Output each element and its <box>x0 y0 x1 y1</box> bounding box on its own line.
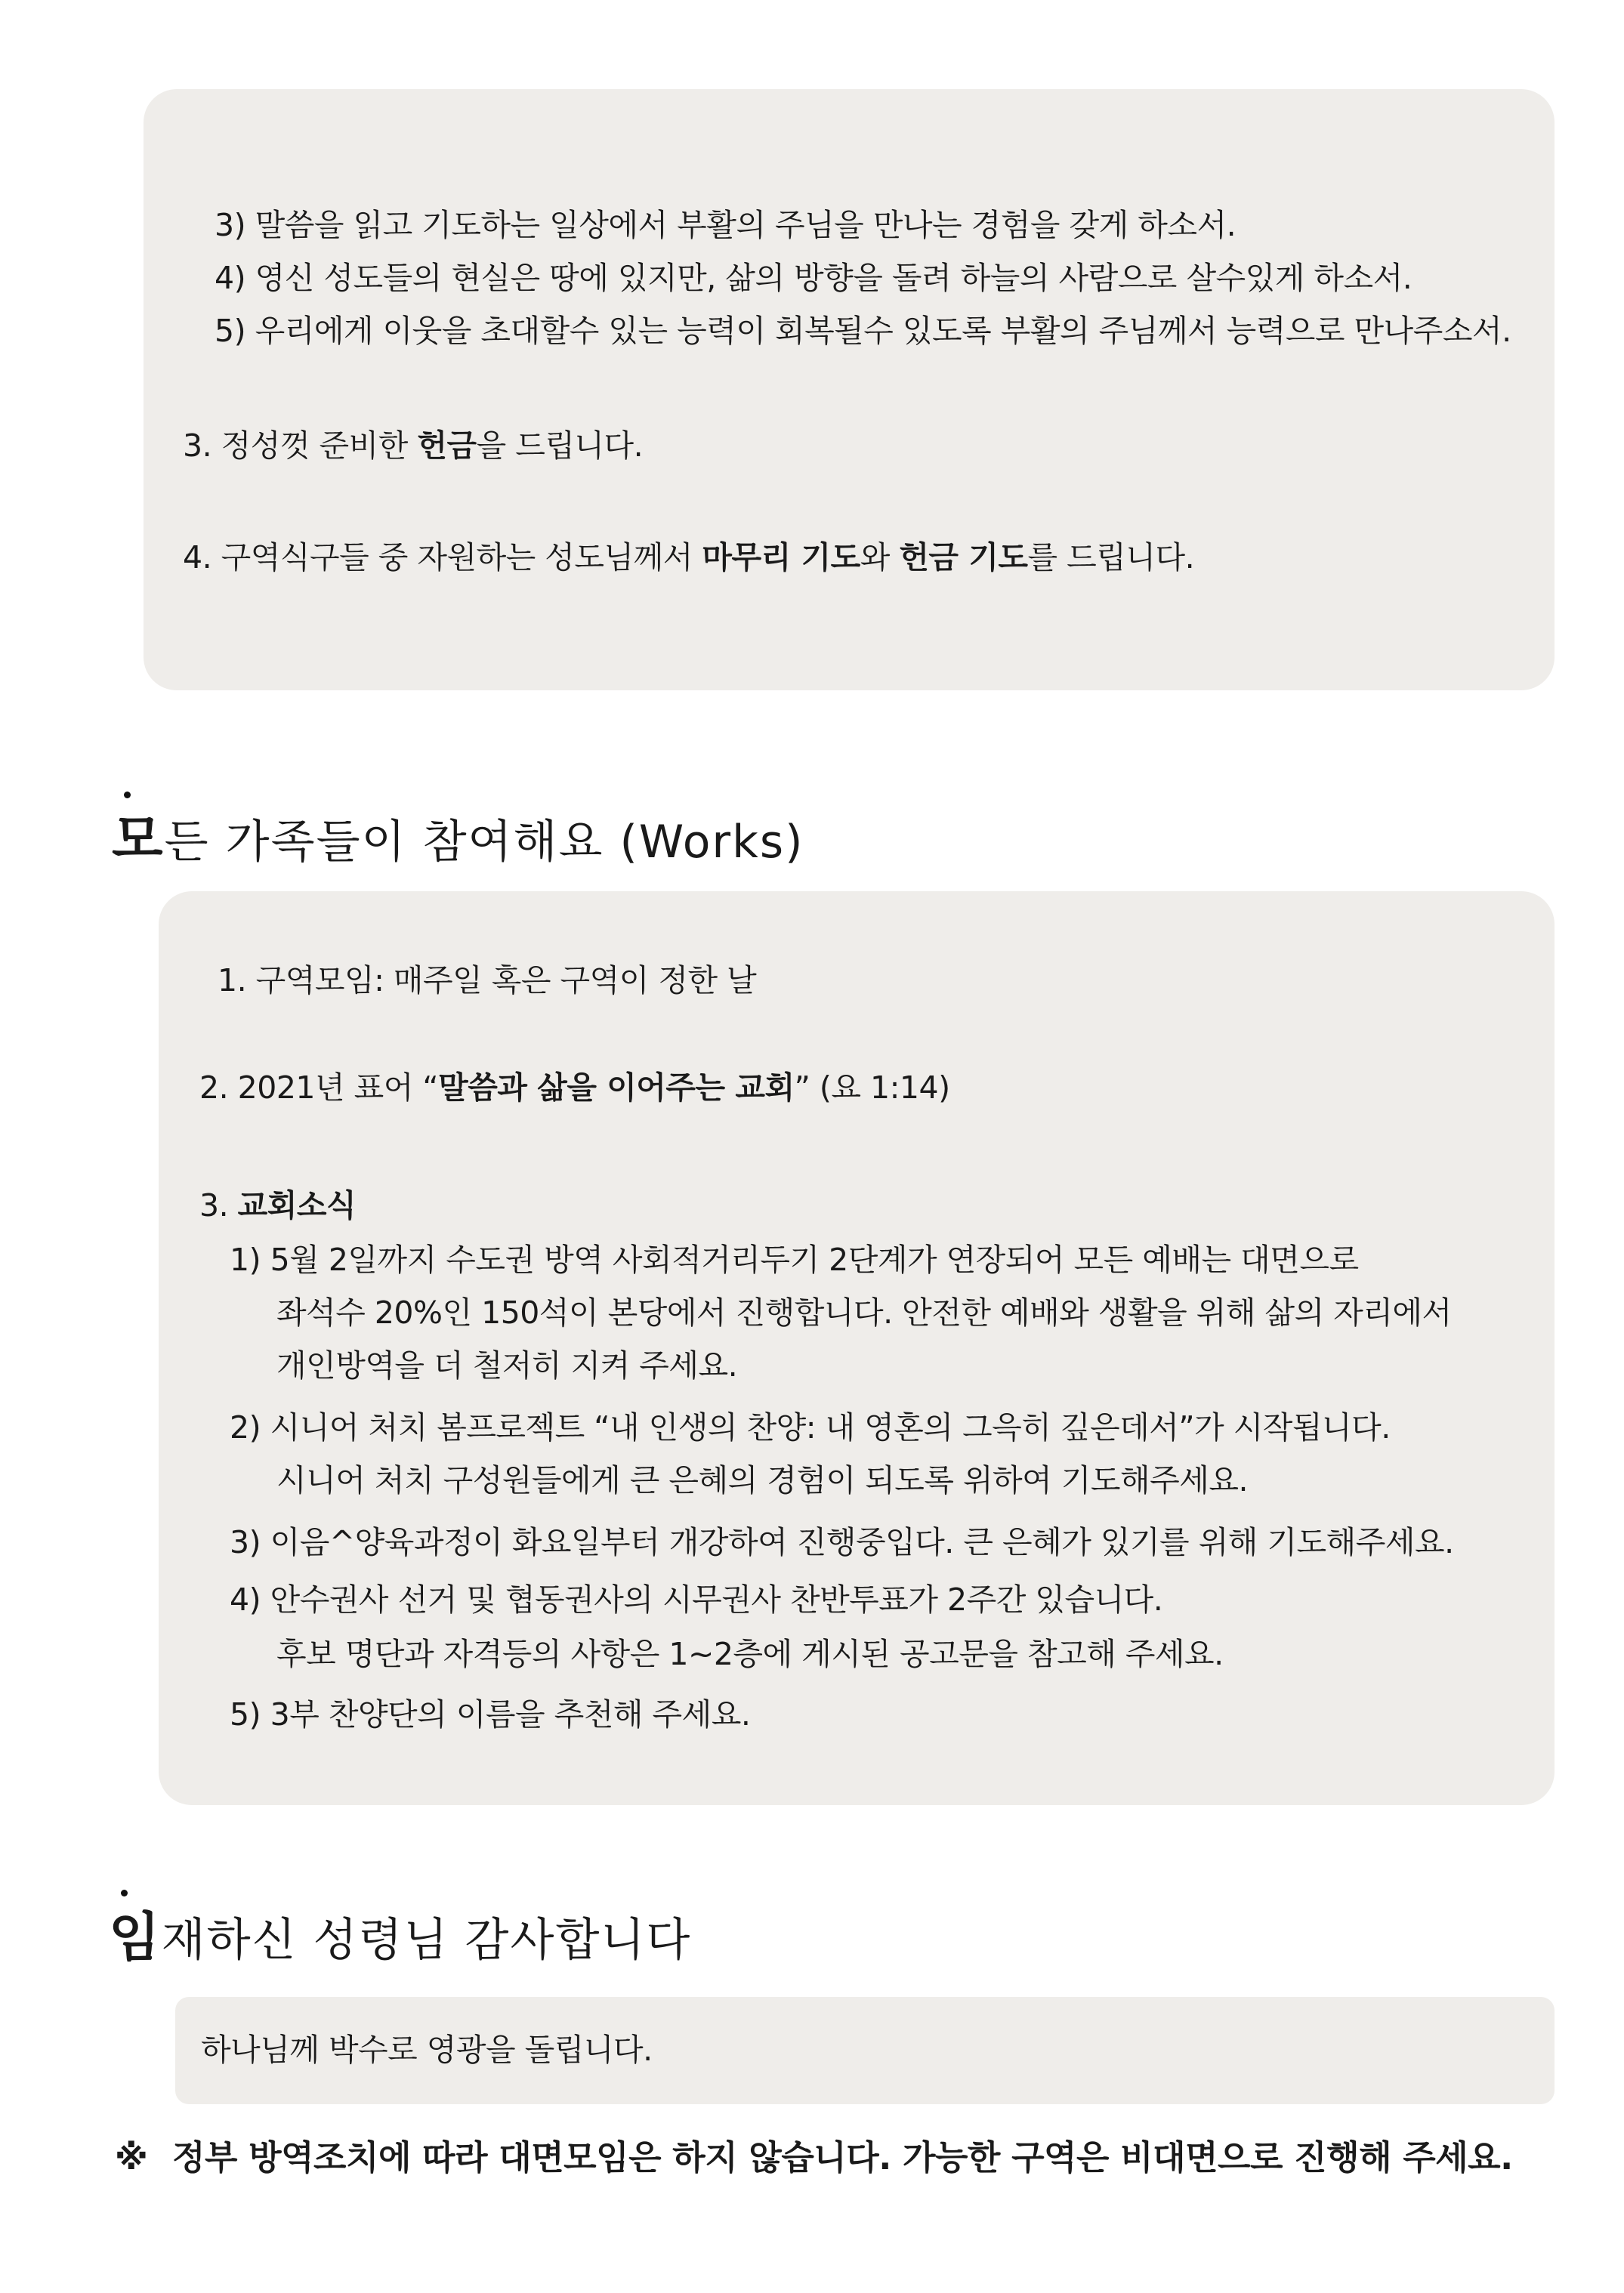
news-item-3-line-1: 3) 이음^양육과정이 화요일부터 개강하여 진행중입다. 큰 은혜가 있기를 위해 기도해주세요. <box>230 1524 1454 1560</box>
prayer-item-5: 5) 우리에게 이웃을 초대할수 있는 능력이 회복될수 있도록 부활의 주님께서 능력으로 만나주소서. <box>215 313 1511 349</box>
motto-text-bold: 말씀과 삶을 이어주는 교회 <box>438 1069 795 1106</box>
prayer-item-4: 4) 영신 성도들의 현실은 땅에 있지만, 삶의 방향을 돌려 하늘의 사람으로 살수있게 하소서. <box>215 260 1413 296</box>
motto-text-after: ” (요 1:14) <box>794 1069 950 1106</box>
news-title: 교회소식 <box>237 1187 357 1224</box>
works-heading-first: 모 <box>112 808 165 870</box>
works-heading <box>112 808 804 870</box>
notice-mark: ※ <box>115 2137 148 2177</box>
news-item-2-line-1: 2) 시니어 처치 봄프로젝트 “내 인생의 찬양: 내 영혼의 그윽히 깊은데서”가 시작됩니다. <box>230 1409 1391 1446</box>
meeting-line: 1. 구역모임: 매주일 혹은 구역이 정한 날 <box>218 962 757 998</box>
closing-text-bold-1: 마무리 기도 <box>702 539 860 576</box>
closing-text-before: 4. 구역식구들 중 자원하는 성도님께서 <box>183 539 702 576</box>
doxology-line: 하나님께 박수로 영광을 돌립니다. <box>201 2032 653 2068</box>
news-item-4-line-2: 후보 명단과 자격등의 사항은 1~2층에 게시된 공고문을 참고해 주세요. <box>276 1636 1224 1672</box>
news-item-4-line-1: 4) 안수권사 선거 및 협동권사의 시무권사 찬반투표가 2주간 있습니다. <box>230 1582 1163 1618</box>
prayer-box <box>144 89 1555 690</box>
offering-line <box>183 427 644 464</box>
notice-line <box>115 2137 1513 2177</box>
news-item-1-line-1: 1) 5월 2일까지 수도권 방역 사회적거리두기 2단계가 연장되어 모든 예배는 대면으로 <box>230 1242 1359 1278</box>
offering-text-before: 3. 정성껏 준비한 <box>183 427 418 464</box>
offering-text-bold: 헌금 <box>417 427 477 464</box>
motto-line <box>199 1069 950 1106</box>
closing-text-mid: 와 <box>860 539 900 576</box>
news-item-1-line-2: 좌석수 20%인 150석이 본당에서 진행합니다. 안전한 예배와 생활을 위해 삶의 자리에서 <box>276 1295 1452 1331</box>
spirit-heading-first: 임 <box>109 1906 162 1968</box>
prayer-item-3: 3) 말씀을 읽고 기도하는 일상에서 부활의 주님을 만나는 경험을 갖게 하소서. <box>215 207 1237 243</box>
news-item-5-line-1: 5) 3부 찬양단의 이름을 추천해 주세요. <box>230 1696 751 1733</box>
news-item-2-line-2: 시니어 처치 구성원들에게 큰 은혜의 경험이 되도록 위하여 기도해주세요. <box>276 1462 1248 1498</box>
news-title-line <box>199 1187 357 1224</box>
closing-text-bold-2: 헌금 기도 <box>899 539 1028 576</box>
closing-prayer-line <box>183 539 1195 576</box>
motto-text-before: 2. 2021년 표어 “ <box>199 1069 439 1106</box>
news-item-1-line-3: 개인방역을 더 철저히 지켜 주세요. <box>276 1347 738 1384</box>
works-heading-rest: 든 가족들이 참여해요 (Works) <box>164 816 804 869</box>
spirit-heading-rest: 재하신 성령님 감사합니다 <box>161 1914 692 1967</box>
offering-text-after: 을 드립니다. <box>476 427 644 464</box>
closing-text-after: 를 드립니다. <box>1027 539 1195 576</box>
news-title-prefix: 3. <box>199 1187 238 1224</box>
notice-text: 정부 방역조치에 따라 대면모임은 하지 않습니다. 가능한 구역은 비대면으로 진행해 주세요. <box>172 2137 1513 2177</box>
spirit-heading <box>109 1906 692 1968</box>
